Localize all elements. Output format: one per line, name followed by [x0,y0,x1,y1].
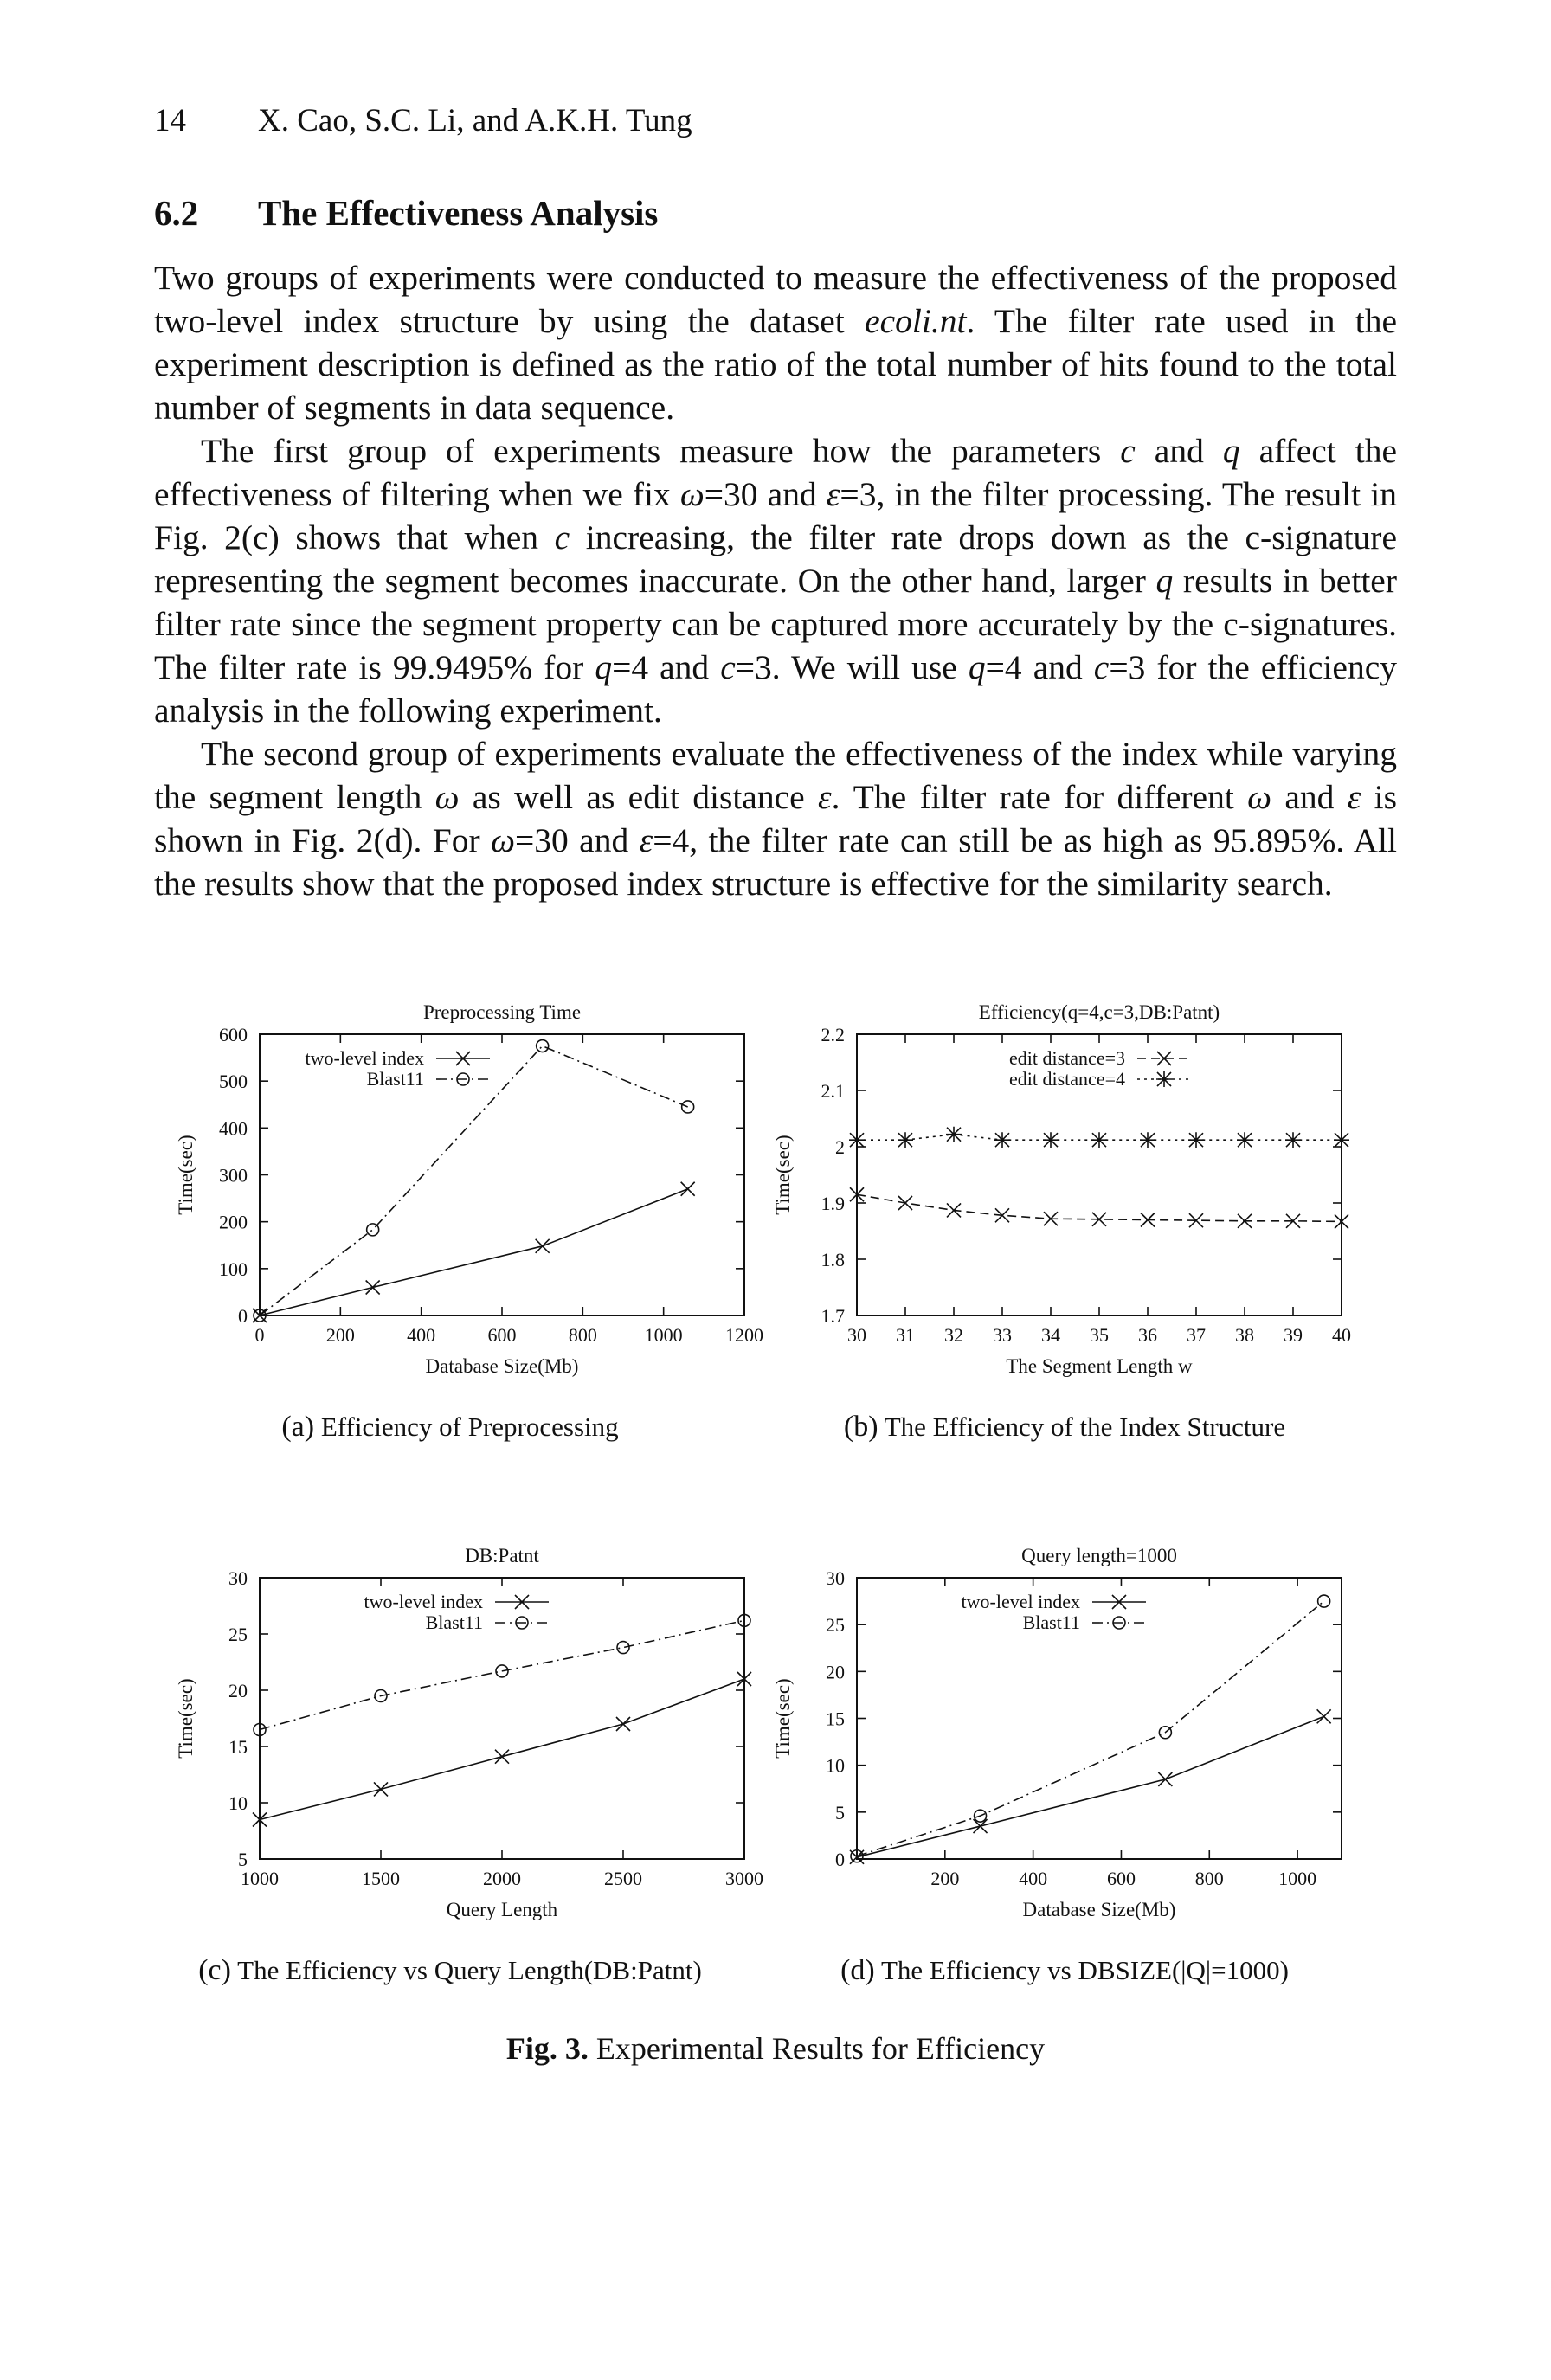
chart-efficiency-vs-dbsize [753,1530,1359,1928]
data-point [1237,1132,1252,1148]
legend-label: Blast11 [366,1068,424,1090]
legend-label: Blast11 [1022,1611,1080,1633]
x-tick-label: 35 [1090,1324,1109,1346]
series-line [857,1601,1324,1856]
chart-title: Preprocessing Time [422,1001,582,1023]
data-point [1318,1595,1330,1607]
series-blast11 [254,1614,750,1735]
chart-title: Query length=1000 [1021,1545,1177,1566]
y-tick-label: 5 [238,1849,248,1870]
series-two-level-index [253,1672,751,1827]
data-point [681,1182,695,1196]
y-tick-label: 0 [238,1305,248,1327]
plot-frame [260,1034,744,1315]
x-tick-label: 200 [325,1324,355,1346]
data-point [1334,1132,1349,1148]
subcaption-d: (d) The Efficiency vs DBSIZE(|Q|=1000) [840,1954,1289,1986]
series-two-level-index [253,1182,695,1322]
y-tick-label: 2.2 [821,1024,845,1045]
x-tick-label: 32 [944,1324,963,1346]
x-tick-label: 600 [1106,1868,1136,1889]
series-edit-distance-4 [849,1127,1349,1148]
x-tick-label: 36 [1138,1324,1157,1346]
legend-label: two-level index [305,1047,424,1069]
series-blast11 [851,1595,1330,1862]
y-tick-label: 30 [228,1567,248,1589]
x-tick-label: 38 [1235,1324,1254,1346]
x-axis-label: Database Size(Mb) [425,1355,579,1377]
chart-preprocessing-time [156,987,762,1385]
y-tick-label: 600 [219,1024,248,1045]
y-tick-label: 200 [219,1211,248,1233]
chart-index-structure-efficiency [753,987,1359,1385]
data-point [849,1132,865,1148]
x-tick-label: 1200 [725,1324,763,1346]
body-text [154,256,1397,905]
data-point [1140,1132,1155,1148]
y-tick-label: 10 [826,1754,845,1777]
series-line [260,1620,744,1729]
figure-caption [0,2030,1551,2067]
series-line [260,1046,688,1315]
legend-label: edit distance=3 [1009,1047,1125,1069]
paragraph-2: The first group of experiments measure how the parameters c and q affect the effectiveness of filtering when we fix ω=30 and ε=3, in the filter processing. The result in Fig. 2(c) shows that when c increasing, the filter rate drops down as the c-signature representing the segment becomes inaccurate. On the other hand, larger q results in better filter rate since the segment property can be captured more accurately by the c-signatures. The filter rate is 99.9495% for q=4 and c=3. We will use q=4 and c=3 for the efficiency analysis in the following experiment. [154,432,1397,730]
y-tick-label: 1.8 [821,1249,845,1270]
y-tick-label: 25 [228,1624,248,1645]
data-point [898,1196,912,1210]
y-tick-label: 15 [228,1736,248,1758]
x-tick-label: 800 [1194,1868,1224,1889]
y-tick-label: 10 [228,1792,248,1814]
legend-label: Blast11 [425,1611,483,1633]
y-tick-label: 2 [835,1136,845,1158]
x-tick-label: 3000 [725,1868,763,1889]
legend-marker [1156,1071,1172,1087]
legend-label: two-level index [961,1591,1080,1612]
chart-title: Efficiency(q=4,c=3,DB:Patnt) [978,1001,1220,1023]
series-edit-distance-3 [850,1187,1348,1228]
paragraph-1: Two groups of experiments were conducted to measure the effectiveness of the proposed two-level index structure by using the dataset ecoli.nt. The filter rate used in the experiment description is defined as the ratio of the total number of hits found to the total number of segments in data sequence. [154,259,1397,427]
y-tick-label: 300 [219,1164,248,1187]
x-tick-label: 1000 [1278,1868,1317,1889]
y-tick-label: 30 [826,1567,845,1589]
data-point [537,1040,549,1052]
x-tick-label: 39 [1284,1324,1303,1346]
series-line [857,1716,1324,1856]
y-axis-label: Time(sec) [772,1678,794,1759]
x-tick-label: 200 [930,1868,960,1889]
series-two-level-index [850,1709,1331,1863]
chart-svg-b [753,987,1359,1385]
section-heading [154,192,658,234]
x-axis-label: Query Length [446,1899,558,1920]
y-tick-label: 15 [826,1708,845,1730]
subcaption-a: (a) Efficiency of Preprocessing [281,1411,619,1443]
data-point [1188,1132,1204,1148]
x-tick-label: 1000 [241,1868,279,1889]
plot-frame [857,1578,1342,1859]
data-point [374,1782,388,1796]
x-tick-label: 40 [1332,1324,1351,1346]
data-point [682,1101,694,1113]
y-tick-label: 100 [219,1258,248,1280]
data-point [367,1224,379,1236]
chart-svg-c [156,1530,762,1928]
series-line [260,1679,744,1820]
x-tick-label: 0 [254,1324,265,1346]
x-tick-label: 30 [847,1324,866,1346]
data-point [1091,1132,1107,1148]
y-tick-label: 1.9 [821,1193,845,1214]
y-axis-label: Time(sec) [175,1678,196,1759]
data-point [495,1750,509,1764]
y-tick-label: 20 [826,1661,845,1683]
x-tick-label: 1500 [362,1868,400,1889]
paragraph-3: The second group of experiments evaluate the effectiveness of the index while varying the segment length ω as well as edit distance ε. The filter rate for different ω and ε is shown in Fig. 2(d). For ω=30 and ε=4, the filter rate can still be as high as 95.895%. All the results show that the proposed index structure is effective for the similarity search. [154,735,1397,903]
x-axis-label: The Segment Length w [1006,1355,1193,1377]
data-point [617,1642,629,1654]
data-point [1317,1709,1331,1723]
x-tick-label: 600 [487,1324,517,1346]
data-point [1043,1132,1059,1148]
y-tick-label: 20 [228,1680,248,1701]
y-axis-label: Time(sec) [772,1135,794,1215]
legend-label: two-level index [364,1591,483,1612]
y-tick-label: 25 [826,1614,845,1637]
x-tick-label: 1000 [644,1324,683,1346]
y-tick-label: 0 [835,1849,845,1870]
data-point [946,1127,962,1142]
y-tick-label: 1.7 [821,1305,845,1327]
data-point [898,1132,913,1148]
x-tick-label: 37 [1187,1324,1206,1346]
figure-label: Fig. 3. [505,2031,589,2066]
data-point [994,1132,1010,1148]
chart-svg-d [753,1530,1359,1928]
x-tick-label: 31 [896,1324,915,1346]
chart-efficiency-vs-query-length [156,1530,762,1928]
y-tick-label: 500 [219,1071,248,1093]
x-tick-label: 33 [993,1324,1012,1346]
subcaption-c: (c) The Efficiency vs Query Length(DB:Patnt) [198,1954,702,1986]
page-number: 14 [154,103,186,138]
legend-label: edit distance=4 [1009,1068,1125,1090]
subcaption-b: (b) The Efficiency of the Index Structure [843,1411,1286,1443]
section-title: The Effectiveness Analysis [258,193,659,233]
x-tick-label: 800 [568,1324,597,1346]
data-point [1158,1772,1172,1786]
section-number: 6.2 [154,193,199,233]
data-point [366,1281,380,1295]
series-line [260,1189,688,1315]
x-tick-label: 400 [1019,1868,1048,1889]
x-tick-label: 2000 [483,1868,521,1889]
series-blast11 [254,1040,694,1322]
x-tick-label: 400 [407,1324,436,1346]
series-line [857,1194,1342,1221]
y-tick-label: 2.1 [821,1080,845,1102]
data-point [616,1717,630,1731]
chart-title: DB:Patnt [465,1545,539,1566]
plot-frame [260,1578,744,1859]
running-authors: X. Cao, S.C. Li, and A.K.H. Tung [258,103,692,138]
data-point [536,1239,550,1253]
x-tick-label: 2500 [604,1868,642,1889]
y-axis-label: Time(sec) [175,1135,196,1215]
figure-caption-text: Experimental Results for Efficiency [595,2031,1046,2066]
page-header [154,102,692,139]
chart-svg-a [156,987,762,1385]
data-point [1285,1132,1301,1148]
x-tick-label: 34 [1041,1324,1060,1346]
x-axis-label: Database Size(Mb) [1022,1899,1176,1920]
y-tick-label: 5 [835,1801,845,1824]
y-tick-label: 400 [219,1117,248,1140]
